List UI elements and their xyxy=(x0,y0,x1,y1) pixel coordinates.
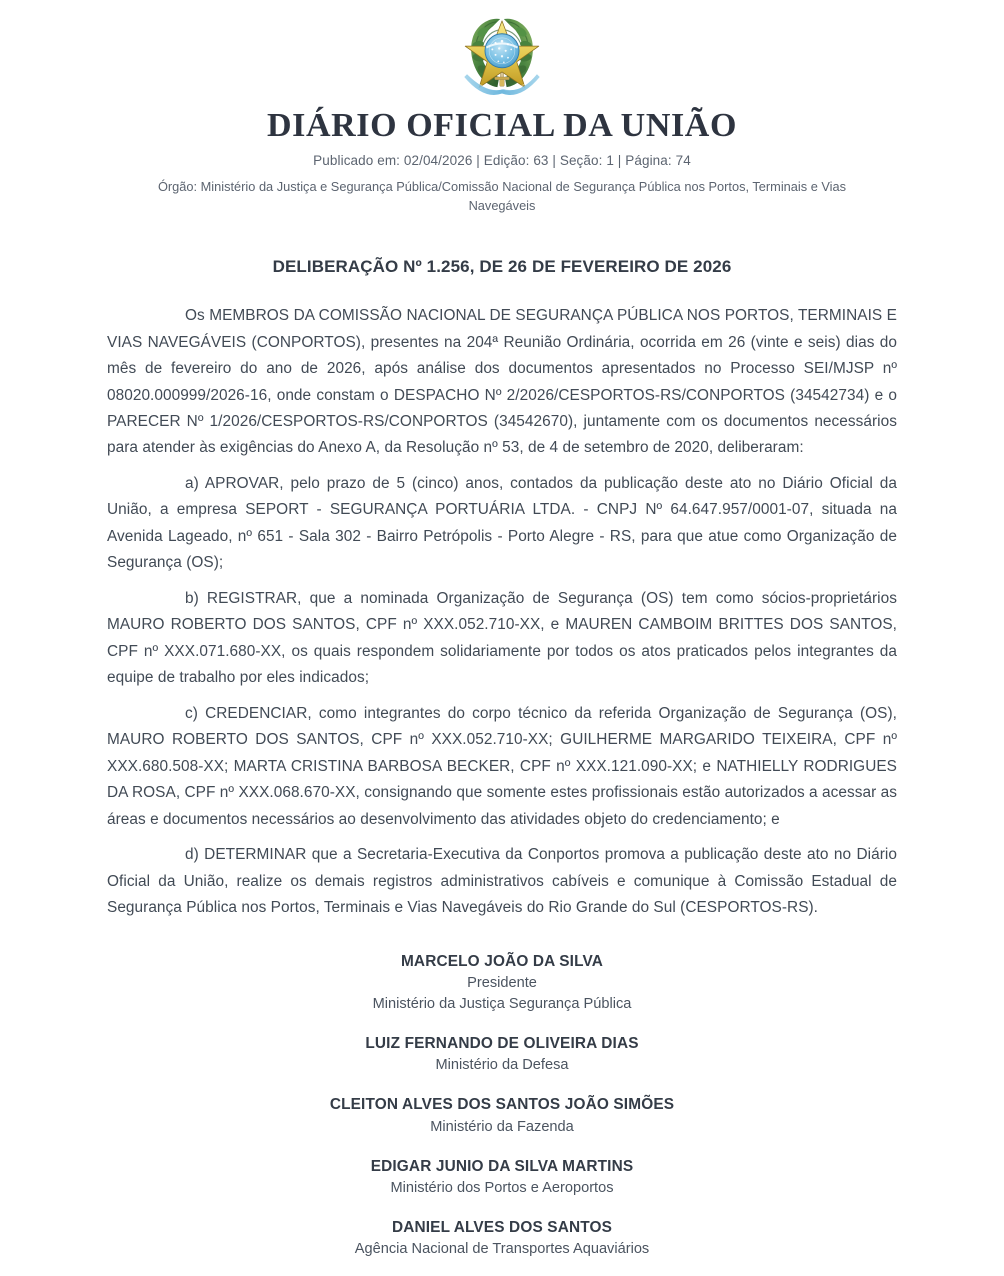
paragraph-item-a: a) APROVAR, pelo prazo de 5 (cinco) anos, contados da publicação deste ato no Diário Oficial da União, a empresa SEPORT - SEGURANÇA PORTUÁRIA LTDA. - CNPJ Nº 64.647.957/0001-07, situada na Avenida Lageado, nº 651 - Sala 302 - Bairro Petrópolis - Porto Alegre - RS, para que atue como Organização de Segurança (OS); xyxy=(107,474,897,572)
paragraph-preamble: Os MEMBROS DA COMISSÃO NACIONAL DE SEGURANÇA PÚBLICA NOS PORTOS, TERMINAIS E VIAS NAVEGÁVEIS (CONPORTOS), presentes na 204ª Reunião Ordinária, ocorrida em 26 (vinte e seis) dias do mês de fevereiro do ano de 2026, após análise dos documentos apresentados no Processo SEI/MJSP nº 08020.000999/2026-16, onde constam o DESPACHO Nº 2/2026/CESPORTOS-RS/CONPORTOS (34542734) e o PARECER Nº 1/2026/CESPORTOS-RS/CONPORTOS (34542670), juntamente com os documentos necessários para atender às exigências do Anexo A, da Resolução nº 53, de 4 de setembro de 2020, deliberaram: xyxy=(107,307,897,457)
signatory xyxy=(0,1216,1004,1260)
document-body xyxy=(107,277,897,922)
organ-info: Órgão: Ministério da Justiça e Segurança Pública/Comissão Nacional de Segurança Pública nos Portos, Terminais e Vias Navegáveis xyxy=(157,178,847,213)
signatory-org: Ministério da Justiça Segurança Pública xyxy=(372,995,632,1012)
signature-block xyxy=(0,950,1004,1260)
signatory-name: MARCELO JOÃO DA SILVA xyxy=(400,952,604,970)
paragraph-item-d: d) DETERMINAR que a Secretaria-Executiva da Conportos promova a publicação deste ato no Diário Oficial da União, realize os demais registros administrativos cabíveis e comunique à Comissão Estadual de Segurança Pública nos Portos, Terminais e Vias Navegáveis do Rio Grande do Sul (CESPORTOS-RS). xyxy=(107,846,897,917)
act-title: DELIBERAÇÃO Nº 1.256, DE 26 DE FEVEREIRO DE 2026 xyxy=(272,257,732,277)
signatory-org: Ministério da Fazenda xyxy=(430,1118,574,1135)
masthead xyxy=(0,0,1004,215)
paragraph-item-c: c) CREDENCIAR, como integrantes do corpo técnico da referida Organização de Segurança (OS), MAURO ROBERTO DOS SANTOS, CPF nº XXX.052.710-XX; GUILHERME MARGARIDO TEIXEIRA, CPF nº XXX.680.508-XX; MARTA CRISTINA BARBOSA BECKER, CPF nº XXX.121.090-XX; e NATHIELLY RODRIGUES DA ROSA, CPF nº XXX.068.670-XX, consignando que somente estes profissionais estão autorizados a acessar as áreas e documentos necessários ao desenvolvimento das atividades objeto do credenciamento; e xyxy=(107,704,897,828)
signatory xyxy=(0,1032,1004,1076)
signatory xyxy=(0,950,1004,1015)
signatory-org: Agência Nacional de Transportes Aquaviários xyxy=(354,1241,650,1258)
signatory-name: CLEITON ALVES DOS SANTOS JOÃO SIMÕES xyxy=(329,1096,675,1114)
signatory xyxy=(0,1093,1004,1137)
paragraph-item-b: b) REGISTRAR, que a nominada Organização de Segurança (OS) tem como sócios-proprietários MAURO ROBERTO DOS SANTOS, CPF nº XXX.052.710-XX, e MAUREN CAMBOIM BRITTES DOS SANTOS, CPF nº XXX.071.680-XX, os quais respondem solidariamente por todos os atos praticados pelos integrantes da equipe de trabalho por eles indicados; xyxy=(107,589,897,687)
signatory-name: DANIEL ALVES DOS SANTOS xyxy=(391,1218,613,1236)
signatory-role: Presidente xyxy=(467,974,537,991)
signatory-org: Ministério da Defesa xyxy=(435,1057,569,1074)
publication-info: Publicado em: 02/04/2026 | Edição: 63 | Seção: 1 | Página: 74 xyxy=(313,152,691,168)
page-title: DIÁRIO OFICIAL DA UNIÃO xyxy=(266,107,738,144)
signatory-name: LUIZ FERNANDO DE OLIVEIRA DIAS xyxy=(365,1035,639,1053)
signatory-org: Ministério dos Portos e Aeroportos xyxy=(390,1179,614,1196)
brazil-coat-of-arms-icon xyxy=(456,8,548,100)
signatory-name: EDIGAR JUNIO DA SILVA MARTINS xyxy=(370,1157,634,1175)
signatory xyxy=(0,1155,1004,1199)
